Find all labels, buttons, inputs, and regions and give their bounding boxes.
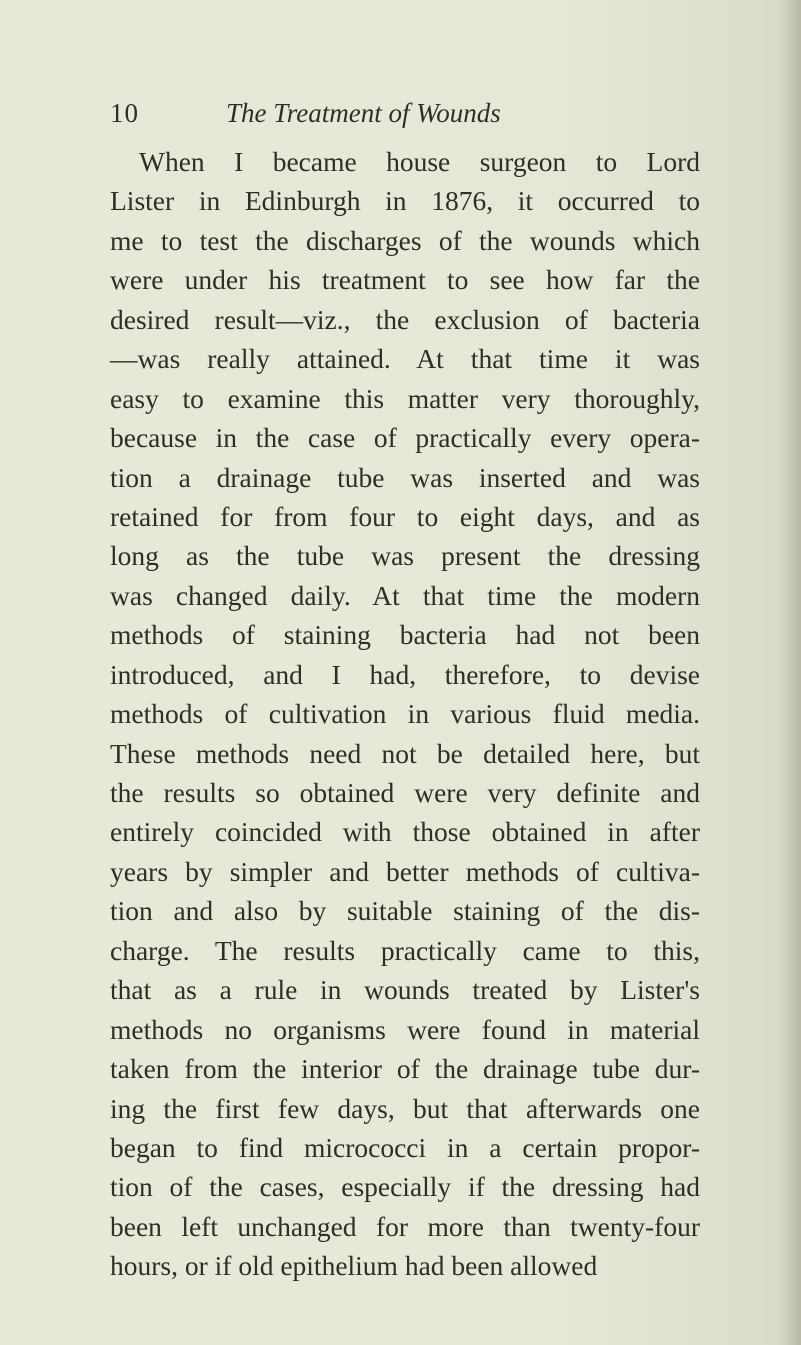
text-line: ing the first few days, but that afterwards one xyxy=(110,1092,700,1124)
text-line: tion of the cases, especially if the dressing had xyxy=(110,1171,700,1203)
text-line: been left unchanged for more than twenty-four xyxy=(110,1210,700,1242)
text-line: taken from the interior of the drainage tube dur- xyxy=(110,1053,700,1085)
text-line: long as the tube was present the dressing xyxy=(110,540,700,572)
text-line: because in the case of practically every opera- xyxy=(110,422,700,454)
text-line: retained for from four to eight days, and as xyxy=(110,500,700,532)
text-line: introduced, and I had, therefore, to devise xyxy=(110,658,700,690)
text-line: desired result—viz., the exclusion of bacteria xyxy=(110,303,700,335)
text-line: charge. The results practically came to this, xyxy=(110,934,700,966)
text-line: methods of cultivation in various fluid media. xyxy=(110,698,700,730)
text-line: hours, or if old epithelium had been allowed xyxy=(110,1250,598,1282)
text-line: These methods need not be detailed here, but xyxy=(110,737,700,769)
text-line: methods of staining bacteria had not been xyxy=(110,619,700,651)
text-line: entirely coincided with those obtained in after xyxy=(110,816,700,848)
text-line: was changed daily. At that time the modern xyxy=(110,579,700,611)
text-line: that as a rule in wounds treated by Lister's xyxy=(110,974,700,1006)
running-title: The Treatment of Wounds xyxy=(226,98,501,128)
text-line: years by simpler and better methods of cultiva- xyxy=(110,855,700,887)
text-line: —was really attained. At that time it was xyxy=(110,343,700,375)
text-line: tion a drainage tube was inserted and was xyxy=(110,461,700,493)
text-line: Lister in Edinburgh in 1876, it occurred to xyxy=(110,185,700,217)
text-line: easy to examine this matter very thoroughly, xyxy=(110,382,700,414)
text-line: were under his treatment to see how far the xyxy=(110,264,700,296)
text-line: the results so obtained were very definite and xyxy=(110,777,700,808)
page-header xyxy=(110,98,710,138)
body-paragraph xyxy=(110,142,700,1286)
text-line: When I became house surgeon to Lord xyxy=(139,146,700,177)
text-line: began to find micrococci in a certain propor- xyxy=(110,1131,700,1163)
text-line: methods no organisms were found in material xyxy=(110,1013,700,1045)
text-line: tion and also by suitable staining of the dis- xyxy=(110,895,700,927)
text-line: me to test the discharges of the wounds which xyxy=(110,224,700,256)
page-number: 10 xyxy=(110,98,139,128)
